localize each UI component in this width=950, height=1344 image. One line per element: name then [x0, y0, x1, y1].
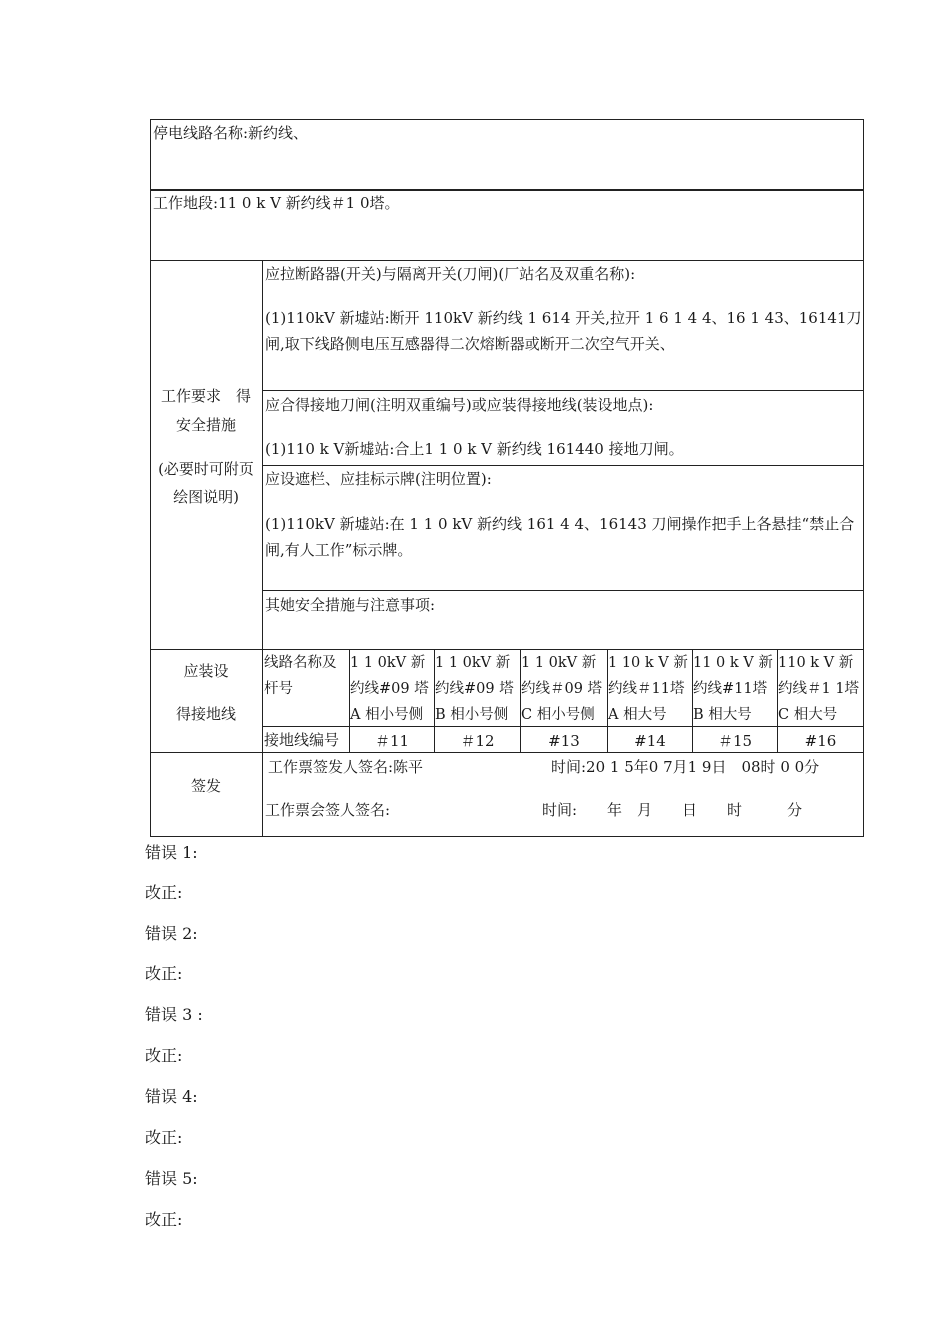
ground-wire-location: 1 1 0kV 新约线#09 塔A 相小号侧 [350, 655, 429, 723]
breaker-item: (1)110kV 新墟站:断开 110kV 新约线 1 614 开关,拉开 1 6 1 4 4、16 1 43、16141刀闸,取下线路侧电压互感器得二次熔断器或断开二次空气开关、 [265, 309, 862, 353]
ground-wire-number: #16 [804, 732, 837, 750]
ground-wire-number: #14 [634, 732, 666, 750]
work-section: 工作地段:11 0 k V 新约线＃1 0塔。 [153, 194, 400, 212]
row-divider [263, 726, 864, 727]
ground-wire-location: 11 0 k V 新约线#11塔 B 相大号 [693, 655, 773, 723]
error-label: 错误 5: [145, 1169, 198, 1188]
issuer-signature: 工作票签发人签名:陈平 [268, 758, 424, 776]
fix-label: 改正: [145, 1210, 183, 1229]
ground-wire-location: 1 1 0kV 新约线#09 塔B 相小号侧 [435, 655, 514, 723]
table-border-bottom [150, 836, 864, 837]
cosigner-signature: 工作票会签人签名: [265, 801, 391, 819]
table-border-top [150, 119, 864, 120]
issuer-time: 时间:20 1 5年0 7月1 9日 08时 0 0分 [551, 758, 820, 776]
row-divider [150, 752, 864, 753]
signing-label: 签发 [190, 777, 221, 795]
drawing-note-label: 绘图说明) [173, 488, 239, 506]
error-label: 错误 4: [145, 1087, 198, 1106]
error-label: 错误 3 : [145, 1005, 203, 1024]
ground-wire-number: ＃12 [460, 732, 495, 750]
work-requirements-label: 工作要求 得 [160, 387, 251, 405]
ground-wire-location: 110 k V 新约线＃1 1塔 C 相大号 [778, 655, 860, 723]
row-divider [263, 590, 864, 591]
error-label: 错误 1: [145, 843, 198, 862]
row-divider [150, 189, 864, 191]
ground-wire-location: 1 1 0kV 新约线＃09 塔C 相小号侧 [521, 655, 603, 723]
fix-label: 改正: [145, 1128, 183, 1147]
col-divider [262, 260, 263, 837]
other-measures-heading: 其她安全措施与注意事项: [265, 596, 436, 614]
fix-label: 改正: [145, 883, 183, 902]
line-name-header: 线路名称及杆号 [264, 655, 337, 697]
breaker-heading: 应拉断路器(开关)与隔离开关(刀闸)(厂站名及双重名称): [265, 265, 636, 283]
error-label: 错误 2: [145, 924, 198, 943]
fix-label: 改正: [145, 1046, 183, 1065]
ground-item: (1)110 k V新墟站:合上1 1 0 k V 新约线 161440 接地刀闸。 [265, 440, 684, 458]
ground-wire-number: ＃15 [717, 732, 753, 750]
ground-wire-number: #13 [548, 732, 580, 750]
cosigner-time: 时间: 年 月 日 时 分 [542, 801, 803, 819]
fence-item: (1)110kV 新墟站:在 1 1 0 kV 新约线 161 4 4、16143 刀闸操作把手上各悬挂“禁止合闸,有人工作”标示牌。 [265, 515, 855, 559]
attach-note-label: (必要时可附页 [158, 460, 254, 478]
row-divider [263, 390, 864, 391]
ground-heading: 应合得接地刀闸(注明双重编号)或应装得接地线(装设地点): [265, 396, 654, 414]
ground-wire-number-header: 接地线编号 [264, 731, 340, 749]
row-divider [263, 465, 864, 466]
outage-line-name: 停电线路名称:新约线、 [153, 124, 309, 142]
ground-wire-label-2: 得接地线 [175, 705, 236, 723]
ground-wire-location: 1 10 k V 新约线＃11塔 A 相大号 [608, 655, 688, 723]
fix-label: 改正: [145, 964, 183, 983]
table-border-right [863, 119, 864, 837]
ground-wire-label: 应装设 [183, 662, 229, 680]
fence-heading: 应设遮栏、应挂标示牌(注明位置): [265, 470, 492, 488]
safety-measures-label: 安全措施 [175, 416, 236, 434]
ground-wire-number: ＃11 [374, 732, 410, 750]
row-divider [150, 260, 864, 261]
